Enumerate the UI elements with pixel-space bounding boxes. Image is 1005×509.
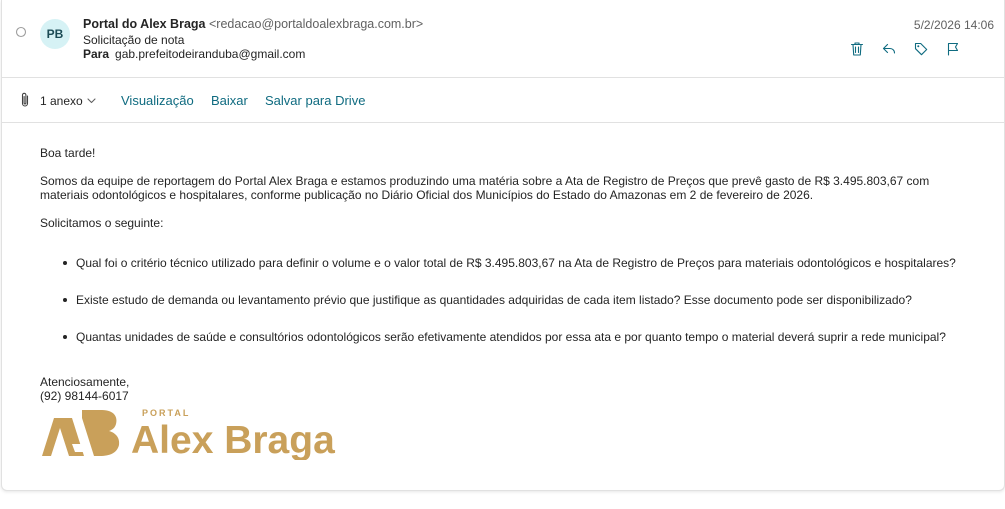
download-link[interactable]: Baixar — [211, 93, 248, 108]
chevron-down-icon[interactable] — [86, 95, 97, 106]
recipient-line — [83, 47, 305, 61]
avatar[interactable]: PB — [40, 19, 70, 49]
sender-name[interactable]: Portal do Alex Braga — [83, 17, 206, 31]
sender-email: <redacao@portaldoalexbraga.com.br> — [208, 17, 424, 31]
tag-button[interactable] — [912, 40, 930, 58]
reply-button[interactable] — [880, 40, 898, 58]
trash-icon — [849, 41, 865, 57]
phone-number: (92) 98144-6017 — [40, 389, 129, 403]
attachment-bar — [2, 78, 1005, 123]
select-circle-icon[interactable] — [15, 26, 27, 38]
request-paragraph: Solicitamos o seguinte: — [40, 216, 164, 230]
sender[interactable] — [83, 17, 423, 31]
signoff: Atenciosamente, — [40, 375, 130, 389]
flag-icon — [945, 41, 961, 57]
message-header — [2, 0, 1005, 78]
save-to-drive-link[interactable]: Salvar para Drive — [265, 93, 366, 108]
message-actions — [848, 40, 962, 58]
to-label: Para — [83, 47, 110, 61]
recipient-address[interactable]: gab.prefeitodeiranduba@gmail.com — [115, 47, 306, 61]
questions-list — [40, 256, 990, 367]
list-item: Existe estudo de demanda ou levantamento prévio que justifique as quantidades adquiridas de cada item listado? Esse documento pode ser disponibilizado? — [40, 293, 990, 330]
greeting: Boa tarde! — [40, 146, 96, 160]
tag-icon — [913, 41, 929, 57]
message-date: 5/2/2026 14:06 — [913, 18, 994, 32]
delete-button[interactable] — [848, 40, 866, 58]
list-item: Qual foi o critério técnico utilizado para definir o volume e o valor total de R$ 3.495.803,67 na Ata de Registro de Preços para materiais odontológicos e hospitalares? — [40, 256, 990, 293]
reply-icon — [881, 41, 897, 57]
portal-alex-braga-logo — [42, 404, 362, 460]
logo-small-text: PORTAL — [142, 408, 191, 418]
logo-main-text: Alex Braga — [131, 419, 335, 460]
list-item: Quantas unidades de saúde e consultórios odontológicos serão efetivamente atendidos por essa ata e por quanto tempo o material deverá suprir a rede municipal? — [40, 330, 990, 367]
intro-paragraph: Somos da equipe de reportagem do Portal Alex Braga e estamos produzindo uma matéria sobre a Ata de Registro de Preços que prevê gasto de R$ 3.495.803,67 com materiais odontológicos e hospitalares, conforme publicação no Diário Oficial dos Municípios do Estado do Amazonas em 2 de fevereiro de 2026. — [40, 174, 930, 202]
flag-button[interactable] — [944, 40, 962, 58]
preview-link[interactable]: Visualização — [121, 93, 194, 108]
message-card — [1, 0, 1005, 491]
subject: Solicitação de nota — [83, 33, 185, 47]
attachment-count[interactable]: 1 anexo — [40, 94, 83, 108]
paperclip-icon — [19, 91, 31, 109]
